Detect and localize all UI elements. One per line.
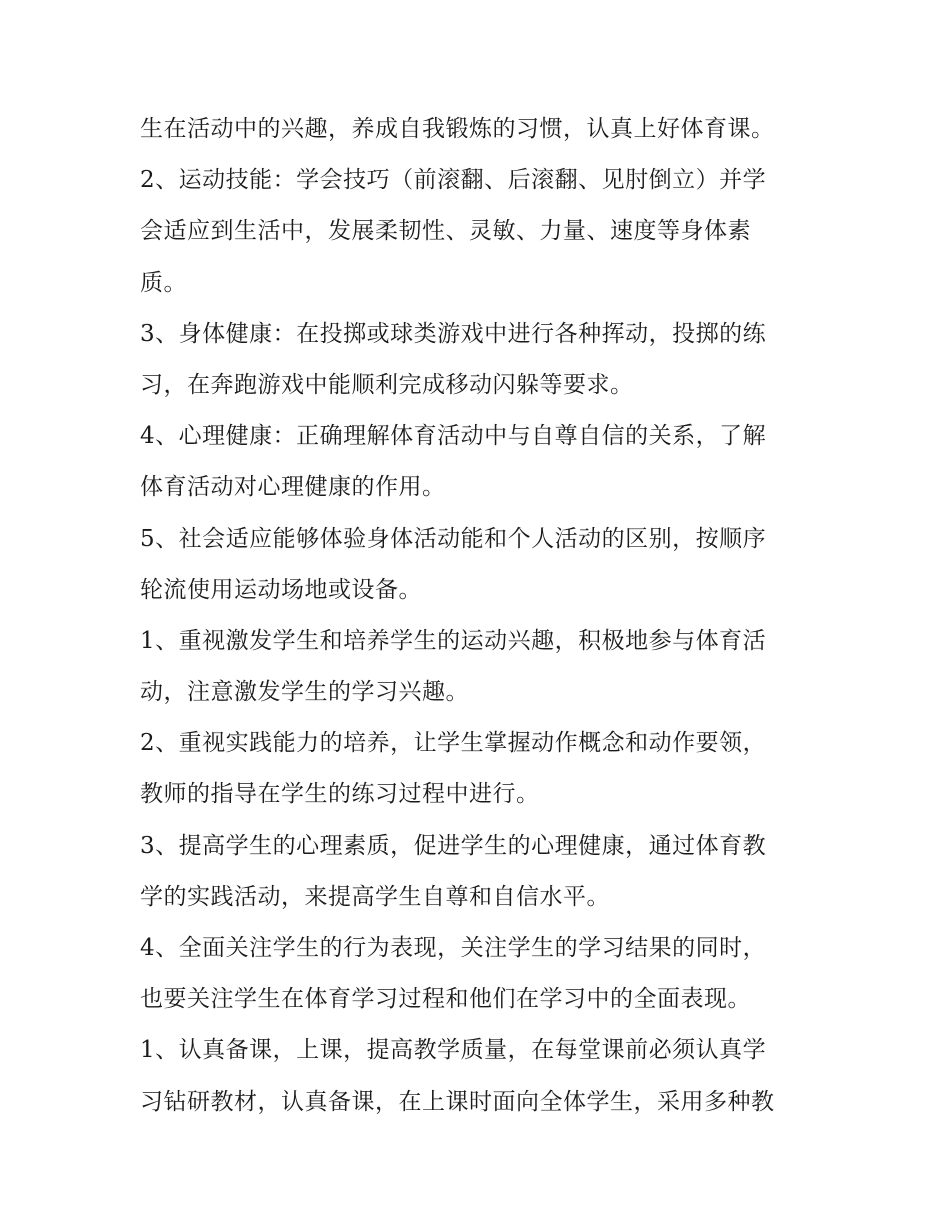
text-line: 会适应到生活中，发展柔韧性、灵敏、力量、速度等身体素 [140,218,751,245]
text-line: 2、运动技能：学会技巧（前滚翻、后滚翻、见肘倒立）并学 [140,167,767,194]
text-line: 也要关注学生在体育学习过程和他们在学习中的全面表现。 [140,986,751,1013]
text-line: 2、重视实践能力的培养，让学生掌握动作概念和动作要领， [140,730,767,757]
text-line: 3、提高学生的心理素质，促进学生的心理健康，通过体育教 [140,832,767,859]
text-line: 1、认真备课，上课，提高教学质量，在每堂课前必须认真学 [140,1037,767,1064]
text-line: 3、身体健康：在投掷或球类游戏中进行各种挥动，投掷的练 [140,320,767,347]
text-line: 1、重视激发学生和培养学生的运动兴趣，积极地参与体育活 [140,627,767,654]
text-line: 4、全面关注学生的行为表现，关注学生的学习结果的同时， [140,935,767,961]
text-line: 生在活动中的兴趣，养成自我锻炼的习惯，认真上好体育课。 [140,116,775,142]
text-line: 习，在奔跑游戏中能顺利完成移动闪躲等要求。 [140,371,634,398]
text-line: 学的实践活动，来提高学生自尊和自信水平。 [140,883,610,910]
text-line: 5、社会适应能够体验身体活动能和个人活动的区别，按顺序 [140,525,767,552]
text-line: 轮流使用运动场地或设备。 [140,576,422,603]
text-line: 质。 [140,269,187,296]
text-line: 4、心理健康：正确理解体育活动中与自尊自信的关系，了解 [140,423,767,450]
document-body [140,104,830,1128]
text-line: 教师的指导在学生的练习过程中进行。 [140,781,540,808]
text-line: 习钻研教材，认真备课，在上课时面向全体学生，采用多种教 [140,1088,775,1115]
text-line: 动，注意激发学生的学习兴趣。 [140,679,469,706]
text-line: 体育活动对心理健康的作用。 [140,474,446,501]
